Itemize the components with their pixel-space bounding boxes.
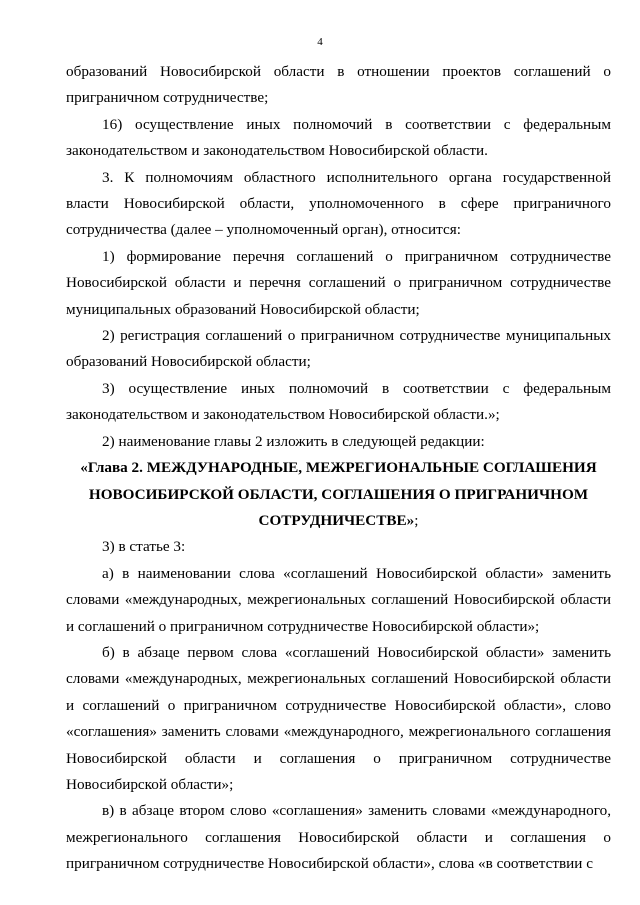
paragraph: в) в абзаце втором слово «соглашения» заменить словами «международного, межрегионального соглашения Новосибирской области и соглашения о приграничном сотрудничестве Новосибирской области», слова «в соответствии с [66, 802, 611, 873]
paragraph: 3) в статье 3: [102, 538, 186, 556]
chapter-heading-tail: ; [414, 511, 419, 529]
paragraph: 2) регистрация соглашений о приграничном сотрудничестве муниципальных образований Новосибирской области; [66, 327, 611, 371]
document-body [66, 59, 611, 878]
paragraph: б) в абзаце первом слова «соглашений Новосибирской области» заменить словами «международных, межрегиональных соглашений Новосибирской области и соглашений о приграничном сотрудничестве Новосибирской области», слово «соглашения» заменить словами «международного, межрегионального соглашения Новосибирской области и соглашения о приграничном сотрудничестве Новосибирской области»; [66, 643, 611, 793]
paragraph: 3. К полномочиям областного исполнительного органа государственной власти Новосибирской области, уполномоченного в сфере приграничного сотрудничества (далее – уполномоченный орган), относится: [66, 168, 611, 239]
paragraph: 2) наименование главы 2 изложить в следующей редакции: [102, 432, 485, 450]
paragraph: 16) осуществление иных полномочий в соответствии с федеральным законодательством и законодательством Новосибирской области. [66, 115, 611, 160]
paragraph: а) в наименовании слова «соглашений Новосибирской области» заменить словами «международных, межрегиональных соглашений Новосибирской области и соглашений о приграничном сотрудничестве Новосибирской области»; [66, 564, 611, 635]
page-number: 4 [317, 36, 323, 48]
paragraph: образований Новосибирской области в отношении проектов соглашений о приграничном сотрудничестве; [66, 63, 611, 107]
paragraph: 3) осуществление иных полномочий в соответствии с федеральным законодательством и законодательством Новосибирской области.»; [66, 379, 611, 424]
chapter-heading [66, 455, 611, 534]
paragraph: 1) формирование перечня соглашений о приграничном сотрудничестве Новосибирской области и перечня соглашений о приграничном сотрудничестве муниципальных образований Новосибирской области; [66, 247, 611, 318]
chapter-heading-title: «Глава 2. МЕЖДУНАРОДНЫЕ, МЕЖРЕГИОНАЛЬНЫЕ СОГЛАШЕНИЯ НОВОСИБИРСКОЙ ОБЛАСТИ, СОГЛАШЕНИЯ О ПРИГРАНИЧНОМ СОТРУДНИЧЕСТВЕ» [80, 459, 597, 529]
